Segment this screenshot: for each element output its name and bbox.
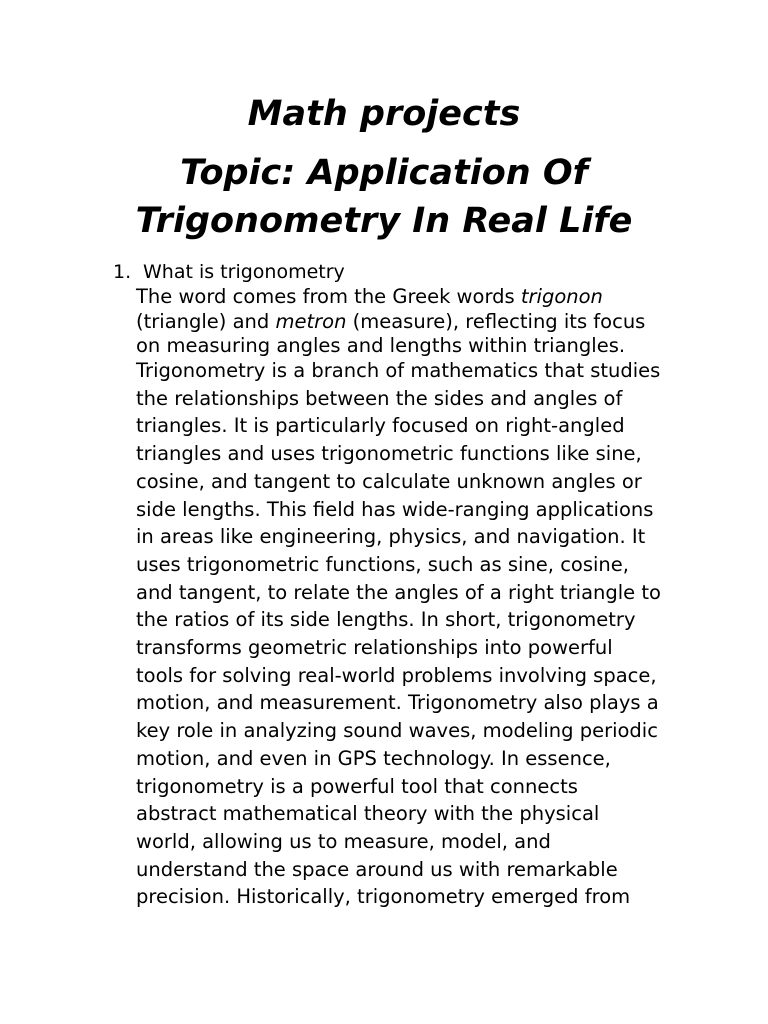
body-line: world, allowing us to measure, model, and bbox=[136, 829, 551, 853]
body-line: the relationships between the sides and angles of bbox=[136, 386, 623, 410]
body-line: motion, and even in GPS technology. In essence, bbox=[136, 746, 611, 770]
section-heading-text: What is trigonometry bbox=[143, 261, 345, 283]
body-line: trigonometry is a powerful tool that connects bbox=[136, 774, 578, 798]
intro-text-2: (triangle) and bbox=[136, 309, 276, 333]
body-line: precision. Historically, trigonometry emerged from bbox=[136, 885, 631, 909]
body-line: Trigonometry is a branch of mathematics that studies bbox=[136, 359, 661, 382]
greek-word-trigonon: trigonon bbox=[520, 285, 603, 308]
section-heading bbox=[113, 259, 345, 285]
topic-title-line-1: Topic: Application Of bbox=[180, 153, 588, 193]
section-number: 1. bbox=[113, 261, 132, 283]
body-line: uses trigonometric functions, such as sine, cosine, bbox=[136, 552, 629, 576]
greek-word-metron: metron bbox=[275, 309, 347, 333]
document-title: Math projects bbox=[247, 94, 521, 134]
body-line: transforms geometric relationships into powerful bbox=[136, 636, 613, 660]
body-line: triangles. It is particularly focused on right-angled bbox=[136, 414, 625, 438]
body-line: and tangent, to relate the angles of a right triangle to bbox=[136, 580, 661, 604]
body-line: in areas like engineering, physics, and navigation. It bbox=[136, 525, 646, 549]
intro-text-4: on measuring angles and lengths within triangles. bbox=[136, 334, 626, 357]
intro-paragraph bbox=[136, 285, 696, 359]
body-line: side lengths. This field has wide-ranging applications bbox=[136, 497, 654, 521]
body-line: key role in analyzing sound waves, modeling periodic bbox=[136, 719, 658, 743]
topic-title-line-2: Trigonometry In Real Life bbox=[135, 201, 633, 241]
intro-text-1: The word comes from the Greek words bbox=[136, 285, 521, 308]
intro-text-3: (measure), reflecting its focus bbox=[346, 309, 646, 333]
body-line: motion, and measurement. Trigonometry also plays a bbox=[136, 691, 659, 715]
body-paragraph bbox=[136, 357, 696, 911]
body-line: abstract mathematical theory with the physical bbox=[136, 802, 600, 826]
body-line: cosine, and tangent to calculate unknown angles or bbox=[136, 469, 642, 493]
body-line: triangles and uses trigonometric functions like sine, bbox=[136, 442, 642, 466]
body-line: tools for solving real-world problems involving space, bbox=[136, 663, 657, 687]
body-line: the ratios of its side lengths. In short, trigonometry bbox=[136, 608, 636, 632]
body-line: understand the space around us with remarkable bbox=[136, 857, 618, 881]
